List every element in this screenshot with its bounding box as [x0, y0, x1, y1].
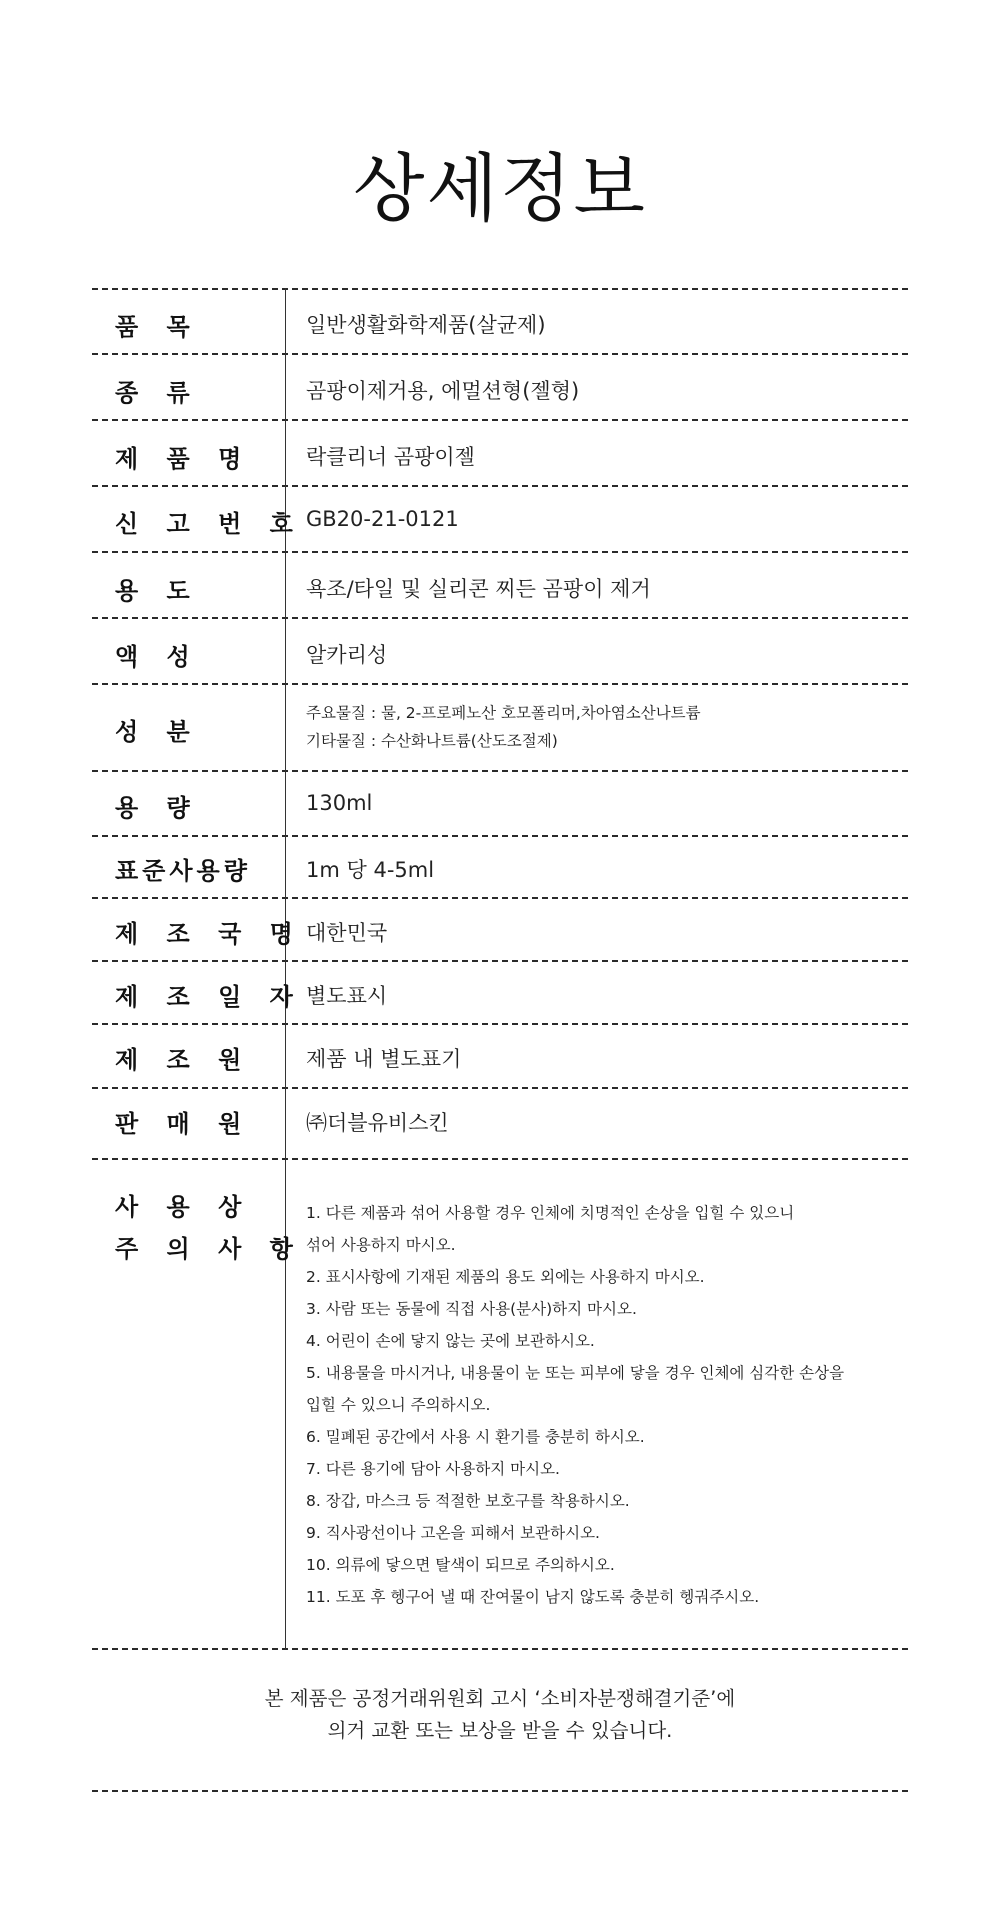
precautions-label — [115, 1186, 303, 1270]
table-divider — [92, 770, 908, 772]
table-divider — [92, 960, 908, 962]
row-value-seller: ㈜더블유비스킨 — [306, 1111, 449, 1135]
table-divider — [92, 1023, 908, 1025]
precaution-item: 7. 다른 용기에 담아 사용하지 마시오. — [306, 1460, 560, 1478]
row-value-manufacturer: 제품 내 별도표기 — [306, 1047, 462, 1071]
row-value-ingredients-main: 주요물질 : 물, 2-프로페노산 호모폴리머,차아염소산나트륨 — [306, 704, 701, 722]
row-value-item: 일반생활화학제품(살균제) — [306, 313, 546, 337]
table-divider — [92, 683, 908, 685]
table-divider — [92, 1158, 908, 1160]
precautions-list — [306, 1197, 906, 1613]
table-divider — [92, 1648, 908, 1650]
row-label-liquidity: 액 성 — [115, 643, 200, 671]
row-label-product-name: 제 품 명 — [115, 445, 252, 473]
row-label-standard-usage: 표준사용량 — [115, 857, 251, 885]
row-value-standard-usage: 1m 당 4-5ml — [306, 858, 435, 882]
table-divider — [92, 551, 908, 553]
row-label-seller: 판 매 원 — [115, 1110, 252, 1138]
precaution-item: 입힐 수 있으니 주의하시오. — [306, 1396, 491, 1414]
precaution-item: 1. 다른 제품과 섞어 사용할 경우 인체에 치명적인 손상을 입힐 수 있으니 — [306, 1204, 795, 1222]
row-value-liquidity: 알카리성 — [306, 643, 388, 667]
table-divider — [92, 288, 908, 290]
table-divider — [92, 419, 908, 421]
row-value-registration-number: GB20-21-0121 — [306, 507, 459, 531]
consumer-notice-line: 의거 교환 또는 보상을 받을 수 있습니다. — [327, 1719, 673, 1742]
row-label-manufacture-date: 제 조 일 자 — [115, 983, 303, 1011]
row-label-volume: 용 량 — [115, 794, 200, 822]
table-divider — [92, 1087, 908, 1089]
row-label-manufacturer: 제 조 원 — [115, 1046, 252, 1074]
row-value-manufacture-date: 별도표시 — [306, 984, 388, 1008]
precaution-item: 6. 밀폐된 공간에서 사용 시 환기를 충분히 하시오. — [306, 1428, 645, 1446]
precaution-item: 4. 어린이 손에 닿지 않는 곳에 보관하시오. — [306, 1332, 595, 1350]
precautions-label-line: 주 의 사 항 — [115, 1235, 303, 1263]
table-divider — [92, 617, 908, 619]
row-value-usage: 욕조/타일 및 실리콘 찌든 곰팡이 제거 — [306, 577, 651, 601]
precaution-item: 5. 내용물을 마시거나, 내용물이 눈 또는 피부에 닿을 경우 인체에 심각한 손상을 — [306, 1364, 845, 1382]
precaution-item: 8. 장갑, 마스크 등 적절한 보호구를 착용하시오. — [306, 1492, 630, 1510]
precautions-label-line: 사 용 상 — [115, 1193, 252, 1221]
consumer-notice — [0, 1683, 1000, 1747]
row-label-usage: 용 도 — [115, 577, 200, 605]
row-label-country: 제 조 국 명 — [115, 920, 303, 948]
table-divider — [92, 485, 908, 487]
row-value-volume: 130ml — [306, 791, 373, 815]
page-title: 상세정보 — [353, 146, 647, 232]
row-label-type: 종 류 — [115, 379, 200, 407]
row-label-ingredients: 성 분 — [115, 718, 200, 746]
precaution-item: 10. 의류에 닿으면 탈색이 되므로 주의하시오. — [306, 1556, 615, 1574]
row-label-item: 품 목 — [115, 313, 200, 341]
row-value-type: 곰팡이제거용, 에멀션형(젤형) — [306, 379, 580, 403]
table-divider — [92, 897, 908, 899]
table-divider — [92, 353, 908, 355]
row-label-registration-number: 신 고 번 호 — [115, 510, 303, 538]
consumer-notice-line: 본 제품은 공정거래위원회 고시 ‘소비자분쟁해결기준’에 — [264, 1687, 736, 1710]
column-divider — [285, 288, 286, 1650]
precaution-item: 3. 사람 또는 동물에 직접 사용(분사)하지 마시오. — [306, 1300, 637, 1318]
precaution-item: 섞어 사용하지 마시오. — [306, 1236, 456, 1254]
precaution-item: 2. 표시사항에 기재된 제품의 용도 외에는 사용하지 마시오. — [306, 1268, 705, 1286]
row-value-country: 대한민국 — [306, 921, 388, 945]
precaution-item: 11. 도포 후 헹구어 낼 때 잔여물이 남지 않도록 충분히 헹궈주시오. — [306, 1588, 760, 1606]
row-value-ingredients-other: 기타물질 : 수산화나트륨(산도조절제) — [306, 732, 558, 750]
row-value-product-name: 락클리너 곰팡이젤 — [306, 445, 475, 469]
table-divider — [92, 1790, 908, 1792]
table-divider — [92, 835, 908, 837]
precaution-item: 9. 직사광선이나 고온을 피해서 보관하시오. — [306, 1524, 600, 1542]
